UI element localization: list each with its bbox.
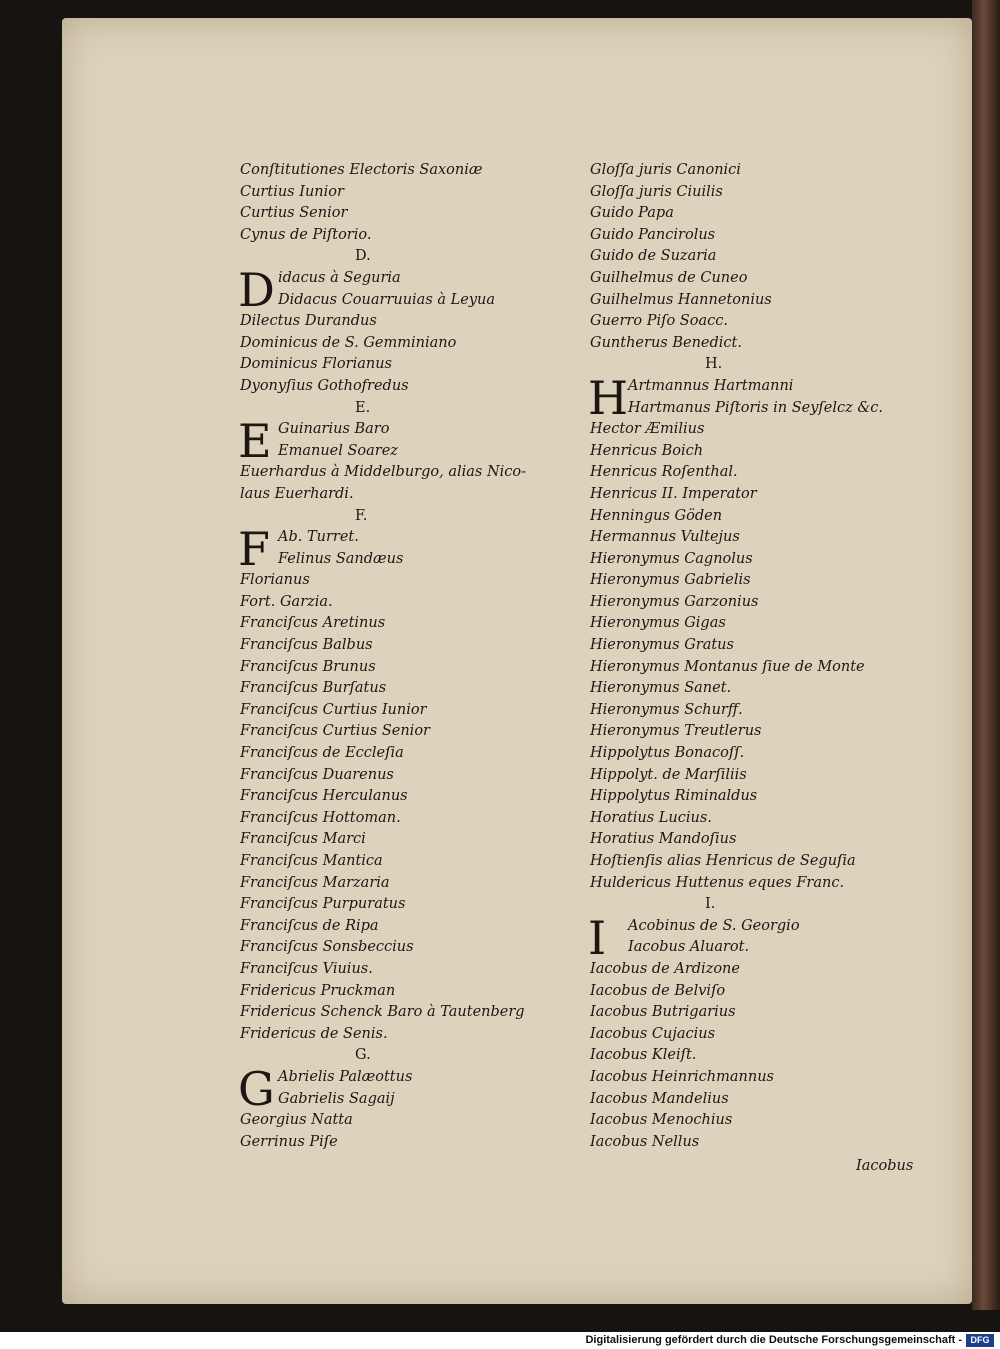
index-entry: Acobinus de S. Georgio [628,917,800,934]
index-entry: Franciſcus Marzaria [240,874,390,891]
d-initial-block [238,262,526,317]
footer-credit[interactable]: Digitalisierung gefördert durch die Deutsche Forschungsgemeinschaft - [585,1334,962,1346]
g-initial-block [238,1061,526,1116]
index-entry: Hieronymus Gratus [590,637,734,654]
index-entry: Hector Æmilius [590,421,705,438]
index-entry: Franciſcus Burſatus [240,680,387,697]
index-entry: Franciſcus Hottoman. [240,809,401,826]
index-entry: Henricus Roſenthal. [590,464,738,481]
index-entry: Franciſcus Mantica [240,853,383,869]
index-entry: Curtius Senior [240,205,348,222]
index-entry: Iacobus Nellus [590,1133,700,1150]
index-entry: Guerro Piſo Soacc. [590,313,728,330]
index-entry: Cynus de Piſtorio. [240,226,372,243]
index-entry: Guinarius Baro [278,421,390,438]
index-entry: Fort. Garzia. [240,593,333,610]
index-entry: Felinus Sandæus [278,550,404,567]
index-entry: laus Euerhardi. [240,485,354,502]
index-entry: Franciſcus Purpuratus [240,896,406,913]
index-entry: Franciſcus Marci [240,831,366,848]
index-entry: Henricus Boich [590,442,704,459]
index-entry: Guido Papa [590,205,674,222]
section-heading-f: F. [355,507,368,524]
index-entry: Dominicus Florianus [240,356,392,373]
index-entry: Gerrinus Piſe [240,1133,338,1150]
i-initial-block [588,910,883,965]
index-entry: Artmannus Hartmanni [628,377,794,394]
index-entry: Horatius Lucius. [590,809,712,826]
index-entry: Hermannus Vultejus [590,529,740,546]
index-entry: Hoſtienſis alias Henricus de Seguſia [590,853,856,869]
catchword: Iacobus [856,1158,914,1174]
index-entry: Dilectus Durandus [240,313,377,330]
index-entry: Iacobus de Ardizone [590,960,740,977]
index-entry: Hieronymus Treutlerus [590,723,762,740]
c-entries [240,160,526,246]
index-entry: Franciſcus Sonsbeccius [240,939,414,956]
index-entry: Iacobus Kleiſt. [590,1047,697,1064]
section-heading-h: H. [705,356,723,373]
section-heading-d: D. [355,248,371,265]
g-entries-left [240,1110,526,1153]
index-entry: Ab. Turret. [278,529,359,546]
section-heading-e: E. [355,399,371,416]
index-entry: Franciſcus Curtius Senior [240,723,430,740]
left-column [240,160,526,1153]
index-entry: Emanuel Soarez [278,442,398,459]
index-entry: Franciſcus Herculanus [240,788,408,805]
index-entry: Hippolytus Riminaldus [590,788,758,805]
index-entry: Iacobus de Belviſo [590,982,726,999]
index-entry: Fridericus Schenck Baro à Tautenberg [240,1004,525,1021]
d-entries [240,311,526,397]
index-entry: Abrielis Palæottus [278,1068,413,1085]
drop-cap-d: D [238,262,275,317]
f-initial-block [238,522,526,577]
index-entry: Conſtitutiones Electoris Saxoniæ [240,162,483,178]
index-entry: Guntherus Benedict. [590,334,742,351]
index-entry: Florianus [240,572,310,589]
book-spine [972,0,1000,1310]
index-entry: Franciſcus de Eccleſia [240,745,404,762]
drop-cap-g: G [238,1061,275,1116]
footer-bar [0,1332,1000,1349]
f-entries [240,570,526,1045]
index-entry: Iacobus Cujacius [590,1025,716,1042]
g-entries-right [590,160,883,354]
index-entry: Hieronymus Garzonius [590,593,759,610]
index-entry: Fridericus Pruckman [240,982,396,999]
index-entry: Fridericus de Senis. [240,1025,388,1042]
drop-cap-i: I [588,910,607,965]
index-entry: Hieronymus Montanus ſiue de Monte [590,658,865,675]
index-entry: Franciſcus Curtius Iunior [240,701,427,718]
index-entry: Iacobus Aluarot. [628,939,750,956]
index-entry: Gabrielis Sagaij [278,1090,395,1107]
index-entry: Hieronymus Cagnolus [590,550,753,567]
index-entry: Hippolyt. de Marſiliis [590,766,747,783]
section-heading-i: I. [705,896,716,913]
index-entry: Dominicus de S. Gemminiano [240,334,457,351]
index-entry: Iacobus Heinrichmannus [590,1068,774,1085]
index-entry: Curtius Iunior [240,183,344,200]
h-entries [590,419,883,894]
drop-cap-f: F [238,522,270,577]
index-entry: Hartmanus Piſtoris in Seyſelcz &c. [628,399,883,416]
section-heading-g: G. [355,1047,371,1064]
index-entry: Iacobus Butrigarius [590,1004,736,1021]
index-entry: Franciſcus Brunus [240,658,376,675]
index-entry: Didacus Couarruuias à Leyua [278,291,496,308]
index-entry: Franciſcus Aretinus [240,615,386,632]
index-entry: Guido Pancirolus [590,226,716,243]
index-entry: Georgius Natta [240,1112,353,1129]
i-entries [590,959,883,1153]
index-entry: Franciſcus Viuius. [240,960,373,977]
index-entry: Franciſcus Balbus [240,637,373,654]
index-entry: Iacobus Mandelius [590,1090,729,1107]
index-entry: Franciſcus Duarenus [240,766,394,783]
drop-cap-e: E [238,414,272,469]
index-entry: Iacobus Menochius [590,1112,733,1129]
e-entries [240,462,526,505]
index-entry: idacus à Seguria [278,269,401,286]
index-entry: Hieronymus Schurff. [590,701,743,718]
e-initial-block [238,414,526,469]
index-entry: Hieronymus Gabrielis [590,572,751,589]
index-entry: Horatius Mandoſius [590,831,737,848]
index-entry: Hieronymus Sanet. [590,680,732,697]
index-entry: Gloſſa juris Canonici [590,162,741,178]
index-entry: Euerhardus à Middelburgo, alias Nico- [240,464,527,481]
dfg-logo-icon[interactable]: DFG [966,1334,994,1347]
right-column [590,160,883,1153]
index-entry: Henricus II. Imperator [590,485,757,502]
index-entry: Franciſcus de Ripa [240,917,379,934]
index-entry: Hippolytus Bonacoſſ. [590,745,745,762]
index-entry: Henningus Göden [590,507,723,524]
index-entry: Hieronymus Gigas [590,615,726,632]
index-entry: Guilhelmus Hannetonius [590,291,772,308]
index-entry: Gloſſa juris Ciuilis [590,183,723,200]
drop-cap-h: H [588,370,629,425]
index-entry: Guido de Suzaria [590,248,717,265]
h-initial-block [588,370,883,425]
index-entry: Huldericus Huttenus eques Franc. [590,874,845,891]
index-entry: Guilhelmus de Cuneo [590,269,748,286]
index-entry: Dyonyſius Gothofredus [240,377,409,394]
